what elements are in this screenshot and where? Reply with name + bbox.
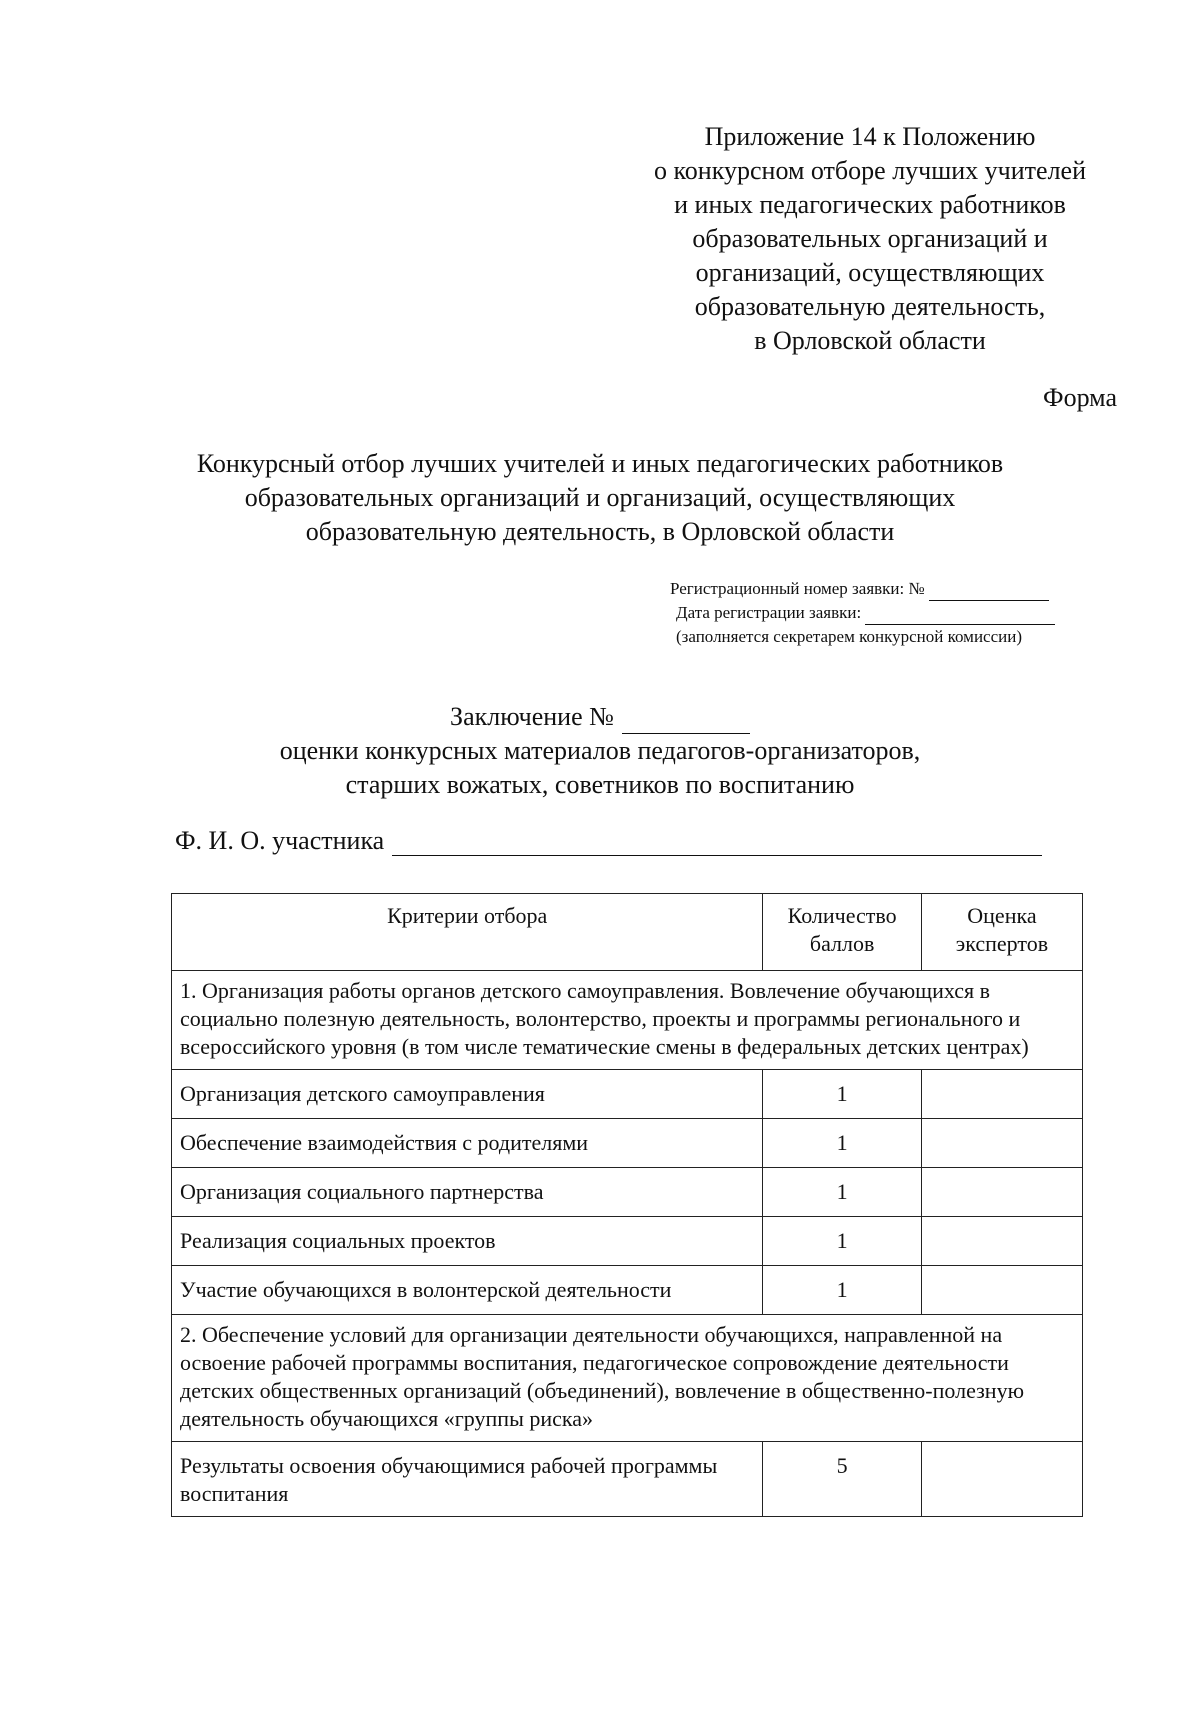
criteria-table (171, 893, 1083, 1517)
points-header: Количество баллов (763, 894, 921, 971)
main-title-line: образовательных организаций и организаций, осуществляющих (244, 483, 956, 512)
appendix-line: образовательных организаций и (692, 224, 1048, 253)
registration-date-blank[interactable] (865, 606, 1055, 625)
expert-score-cell[interactable] (921, 1070, 1082, 1119)
conclusion-heading (200, 700, 1000, 802)
expert-score-cell[interactable] (921, 1217, 1082, 1266)
table-row (172, 1119, 1083, 1168)
points-cell: 1 (763, 1070, 921, 1119)
appendix-line: организаций, осуществляющих (695, 258, 1045, 287)
section-row (172, 971, 1083, 1070)
conclusion-number-blank[interactable] (622, 707, 750, 734)
section-title: 2. Обеспечение условий для организации деятельности обучающихся, направленной на освоение рабочей программы воспитания, педагогическое сопровождение деятельности детских общественных организаций (объединений), вовлечение в общественно-полезную деятельность обучающихся «группы риска» (172, 1315, 1083, 1442)
registration-date-label: Дата регистрации заявки: (676, 603, 862, 622)
registration-number-blank[interactable] (929, 582, 1049, 601)
main-title (150, 447, 1050, 549)
points-cell: 1 (763, 1266, 921, 1315)
points-cell: 1 (763, 1168, 921, 1217)
main-title-line: Конкурсный отбор лучших учителей и иных педагогических работников (196, 449, 1004, 478)
expert-header: Оценка экспертов (921, 894, 1082, 971)
main-title-line: образовательную деятельность, в Орловской области (305, 517, 895, 546)
registration-date-line (670, 601, 1140, 625)
conclusion-title: Заключение № (450, 702, 614, 731)
criteria-header: Критерии отбора (172, 894, 763, 971)
table-header-row (172, 894, 1083, 971)
registration-number-line (670, 577, 1140, 601)
appendix-line: образовательную деятельность, (694, 292, 1046, 321)
appendix-line: и иных педагогических работников (674, 190, 1066, 219)
expert-score-cell[interactable] (921, 1168, 1082, 1217)
registration-note: (заполняется секретарем конкурсной комиссии) (676, 627, 1022, 646)
participant-field (175, 826, 1042, 856)
conclusion-title-line (450, 700, 750, 734)
appendix-line: в Орловской области (754, 326, 986, 355)
table-row (172, 1266, 1083, 1315)
criterion-cell: Реализация социальных проектов (172, 1217, 763, 1266)
expert-score-cell[interactable] (921, 1119, 1082, 1168)
expert-score-cell[interactable] (921, 1266, 1082, 1315)
participant-name-blank[interactable] (392, 829, 1042, 856)
table-row (172, 1217, 1083, 1266)
table-row (172, 1168, 1083, 1217)
criterion-cell: Результаты освоения обучающимися рабочей программы воспитания (172, 1442, 763, 1517)
appendix-header (620, 120, 1120, 358)
participant-label: Ф. И. О. участника (175, 826, 385, 855)
table-row (172, 1070, 1083, 1119)
registration-block (670, 577, 1140, 649)
criterion-cell: Обеспечение взаимодействия с родителями (172, 1119, 763, 1168)
appendix-line: Приложение 14 к Положению (704, 122, 1036, 151)
conclusion-subtitle-line: старших вожатых, советников по воспитанию (345, 770, 855, 799)
points-cell: 1 (763, 1119, 921, 1168)
section-title: 1. Организация работы органов детского самоуправления. Вовлечение обучающихся в социально полезную деятельность, волонтерство, проекты и программы регионального и всероссийского уровня (в том числе тематические смены в федеральных детских центрах) (172, 971, 1083, 1070)
points-cell: 1 (763, 1217, 921, 1266)
section-row (172, 1315, 1083, 1442)
criterion-cell: Организация социального партнерства (172, 1168, 763, 1217)
conclusion-subtitle-line: оценки конкурсных материалов педагогов-организаторов, (279, 736, 921, 765)
points-cell: 5 (763, 1442, 921, 1517)
form-label: Форма (1043, 383, 1117, 412)
criterion-cell: Участие обучающихся в волонтерской деятельности (172, 1266, 763, 1315)
table-row (172, 1442, 1083, 1517)
criterion-cell: Организация детского самоуправления (172, 1070, 763, 1119)
registration-number-label: Регистрационный номер заявки: № (670, 579, 925, 598)
appendix-line: о конкурсном отборе лучших учителей (654, 156, 1086, 185)
expert-score-cell[interactable] (921, 1442, 1082, 1517)
